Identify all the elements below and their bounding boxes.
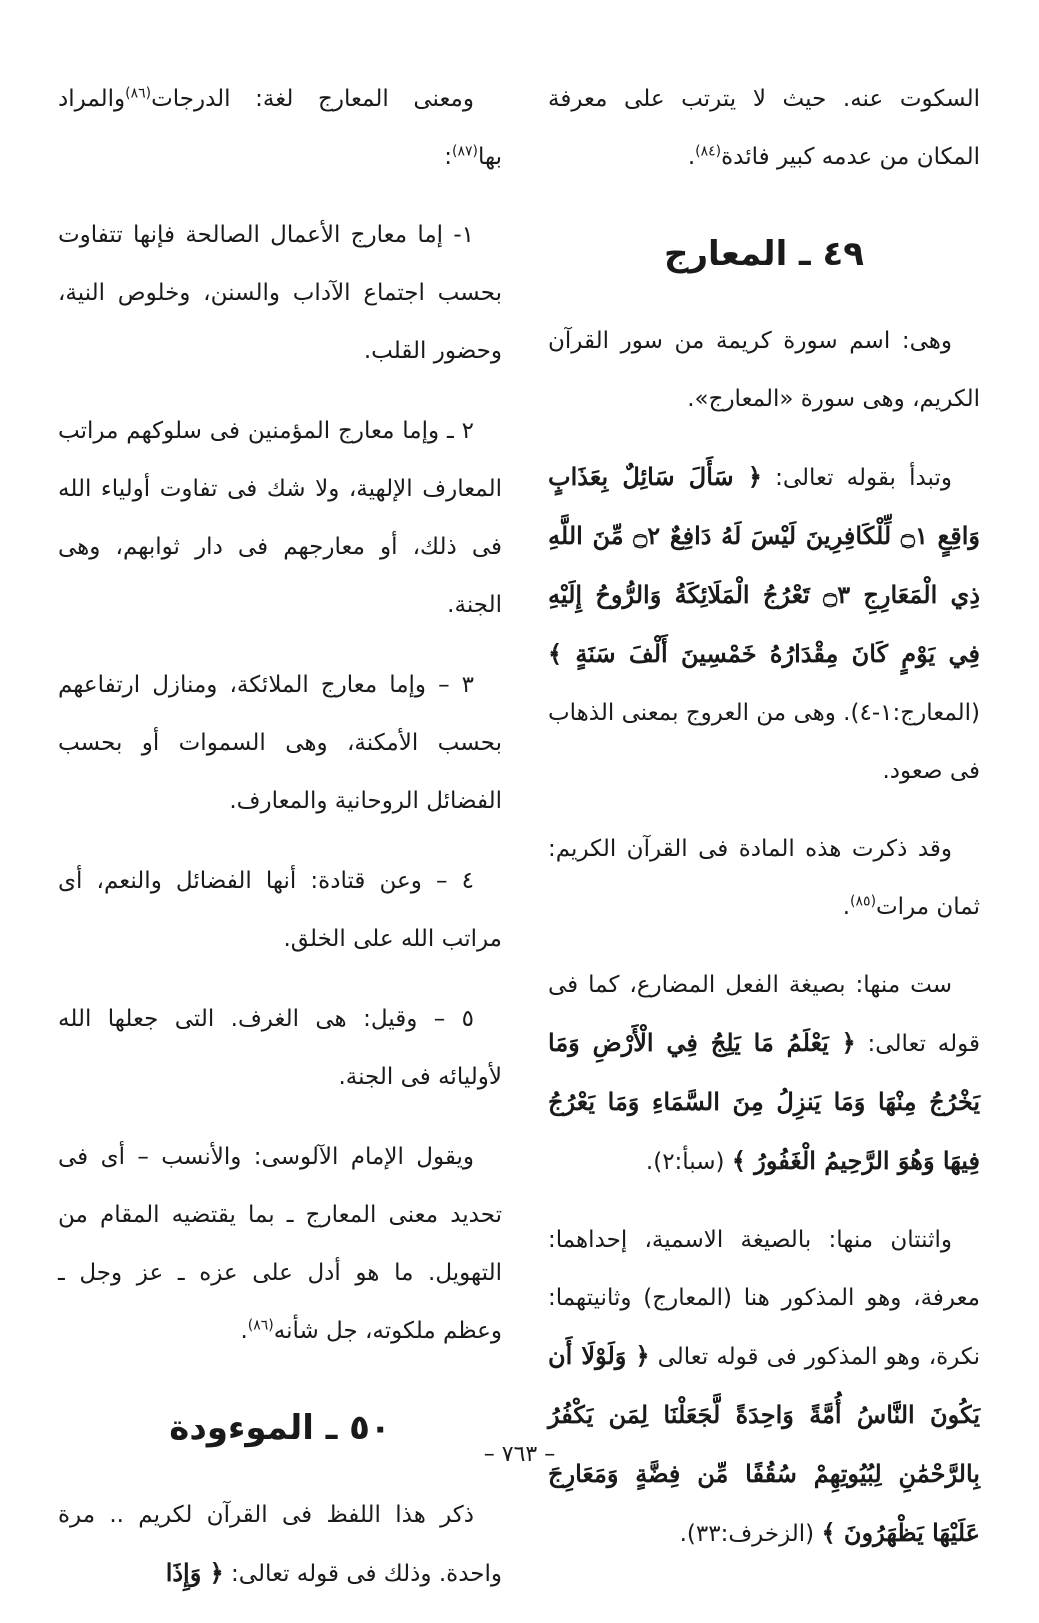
intro-paragraph — [548, 70, 980, 186]
footnote-ref: (٨٥) — [850, 893, 877, 910]
verse-tail: (المعارج:١-٤). وهى من العروج بمعنى الذهاب فى صعود. — [548, 700, 980, 784]
verse-lead: ذكر هذا اللفظ فى القرآن لكريم .. مرة واحدة. وذلك فى قوله تعالى: — [58, 1502, 502, 1587]
meaning-mid: والمراد بها — [58, 86, 502, 170]
occurrences-end: . — [842, 894, 851, 920]
alusi-text: ويقول الإمام الآلوسى: والأنسب – أى فى تحديد معنى المعارج ـ بما يقتضيه المقام من التهويل. ما هو أدل على عزه ـ عز وجل ـ وعظم ملكوته، جل شأنه — [58, 1144, 502, 1344]
meaning-text: ومعنى المعارج لغة: الدرجات — [151, 86, 474, 112]
paragraph-noun-form — [548, 1211, 980, 1563]
intro-text: السكوت عنه. حيث لا يترتب على معرفة المكان من عدمه كبير فائدة — [548, 86, 980, 170]
quran-verse: ﴿ وَلَوْلَا أَن يَكُونَ النَّاسُ أُمَّةً وَاحِدَةً لَّجَعَلْنَا لِمَن يَكْفُرُ بِالرَّحْمَٰنِ لِبُيُوتِهِمْ سُقُفًا مِّن فِضَّةٍ وَمَعَارِجَ عَلَيْهَا يَظْهَرُونَ ﴾ — [548, 1341, 980, 1547]
paragraph-opening-verse — [548, 448, 980, 800]
quran-verse: ﴿ سَأَلَ سَائِلٌ بِعَذَابٍ وَاقِعٍ ۝١ لِّلْكَافِرِينَ لَيْسَ لَهُ دَافِعٌ ۝٢ مِّنَ اللَّهِ ذِي الْمَعَارِجِ ۝٣ تَعْرُجُ الْمَلَائِكَةُ وَالرُّوحُ إِلَيْهِ فِي يَوْمٍ كَانَ مِقْدَارُهُ خَمْسِينَ أَلْفَ سَنَةٍ ﴾ — [548, 462, 981, 668]
verse-tail: (سبأ:٢). — [645, 1149, 732, 1175]
verse-lead: وتبدأ بقوله تعالى: — [761, 465, 952, 491]
footnote-ref: (٨٧) — [452, 143, 478, 160]
list-item: ٢ ـ وإما معارج المؤمنين فى سلوكهم مراتب المعارف الإلهية، ولا شك فى تفاوت أولياء الله فى ذلك، أو معارجهم فى دار ثوابهم، وهى الجنة. — [58, 418, 502, 618]
quran-verse: ﴿ يَعْلَمُ مَا يَلِجُ فِي الْأَرْضِ وَمَا يَخْرُجُ مِنْهَا وَمَا يَنزِلُ مِنَ السَّمَاءِ وَمَا يَعْرُجُ فِيهَا وَهُوَ الرَّحِيمُ الْغَفُورُ ﴾ — [548, 1028, 980, 1175]
left-column — [58, 70, 502, 1623]
paragraph-verb-form — [548, 956, 980, 1191]
occurrences-text: وقد ذكرت هذه المادة فى القرآن الكريم: ثمان مرات — [548, 836, 980, 920]
footnote-ref: (٨٦) — [247, 1317, 274, 1334]
verse-lead: واثنتان منها: بالصيغة الاسمية، إحداهما: معرفة، وهو المذكور هنا (المعارج) وثانيتهما: نكرة، وهو المذكور فى قوله تعالى — [548, 1227, 980, 1370]
list-item: ٣ – وإما معارج الملائكة، ومنازل ارتفاعهم بحسب الأمكنة، وهى السموات أو بحسب الفضائل الروحانية والمعارف. — [58, 672, 502, 814]
intro-end: . — [687, 144, 696, 170]
right-column — [548, 70, 980, 1583]
alusi-end: . — [240, 1318, 248, 1344]
page-number: – ٧٦٣ – — [483, 1442, 556, 1467]
verse-lead: ست منها: بصيغة الفعل المضارع، كما فى قوله تعالى: — [548, 972, 980, 1057]
footnote-ref: (٨٤) — [695, 143, 722, 160]
footnote-ref: (٨٦) — [125, 85, 152, 102]
verse-tail: (الزخرف:٣٣). — [679, 1521, 822, 1547]
meaning-end: : — [444, 144, 452, 170]
paragraph-mawuda — [58, 1486, 502, 1603]
paragraph-alusi — [58, 1128, 502, 1360]
paragraph-meaning — [58, 70, 502, 186]
list-item: ٥ – وقيل: هى الغرف. التى جعلها الله لأوليائه فى الجنة. — [58, 1006, 502, 1090]
paragraph-definition: وهى: اسم سورة كريمة من سور القرآن الكريم، وهى سورة «المعارج». — [548, 328, 980, 412]
paragraph-occurrences — [548, 820, 980, 936]
list-item: ٤ – وعن قتادة: أنها الفضائل والنعم، أى مراتب الله على الخلق. — [58, 868, 502, 952]
quran-verse: ﴿ وَإِذَا — [165, 1558, 224, 1587]
list-item: ١- إما معارج الأعمال الصالحة فإنها تتفاوت بحسب اجتماع الآداب والسنن، وخلوص النية، وحضور القلب. — [58, 222, 502, 364]
section-heading-49: ٤٩ ـ المعارج — [663, 234, 865, 274]
section-heading-50: ٥٠ ـ الموءودة — [169, 1408, 391, 1448]
